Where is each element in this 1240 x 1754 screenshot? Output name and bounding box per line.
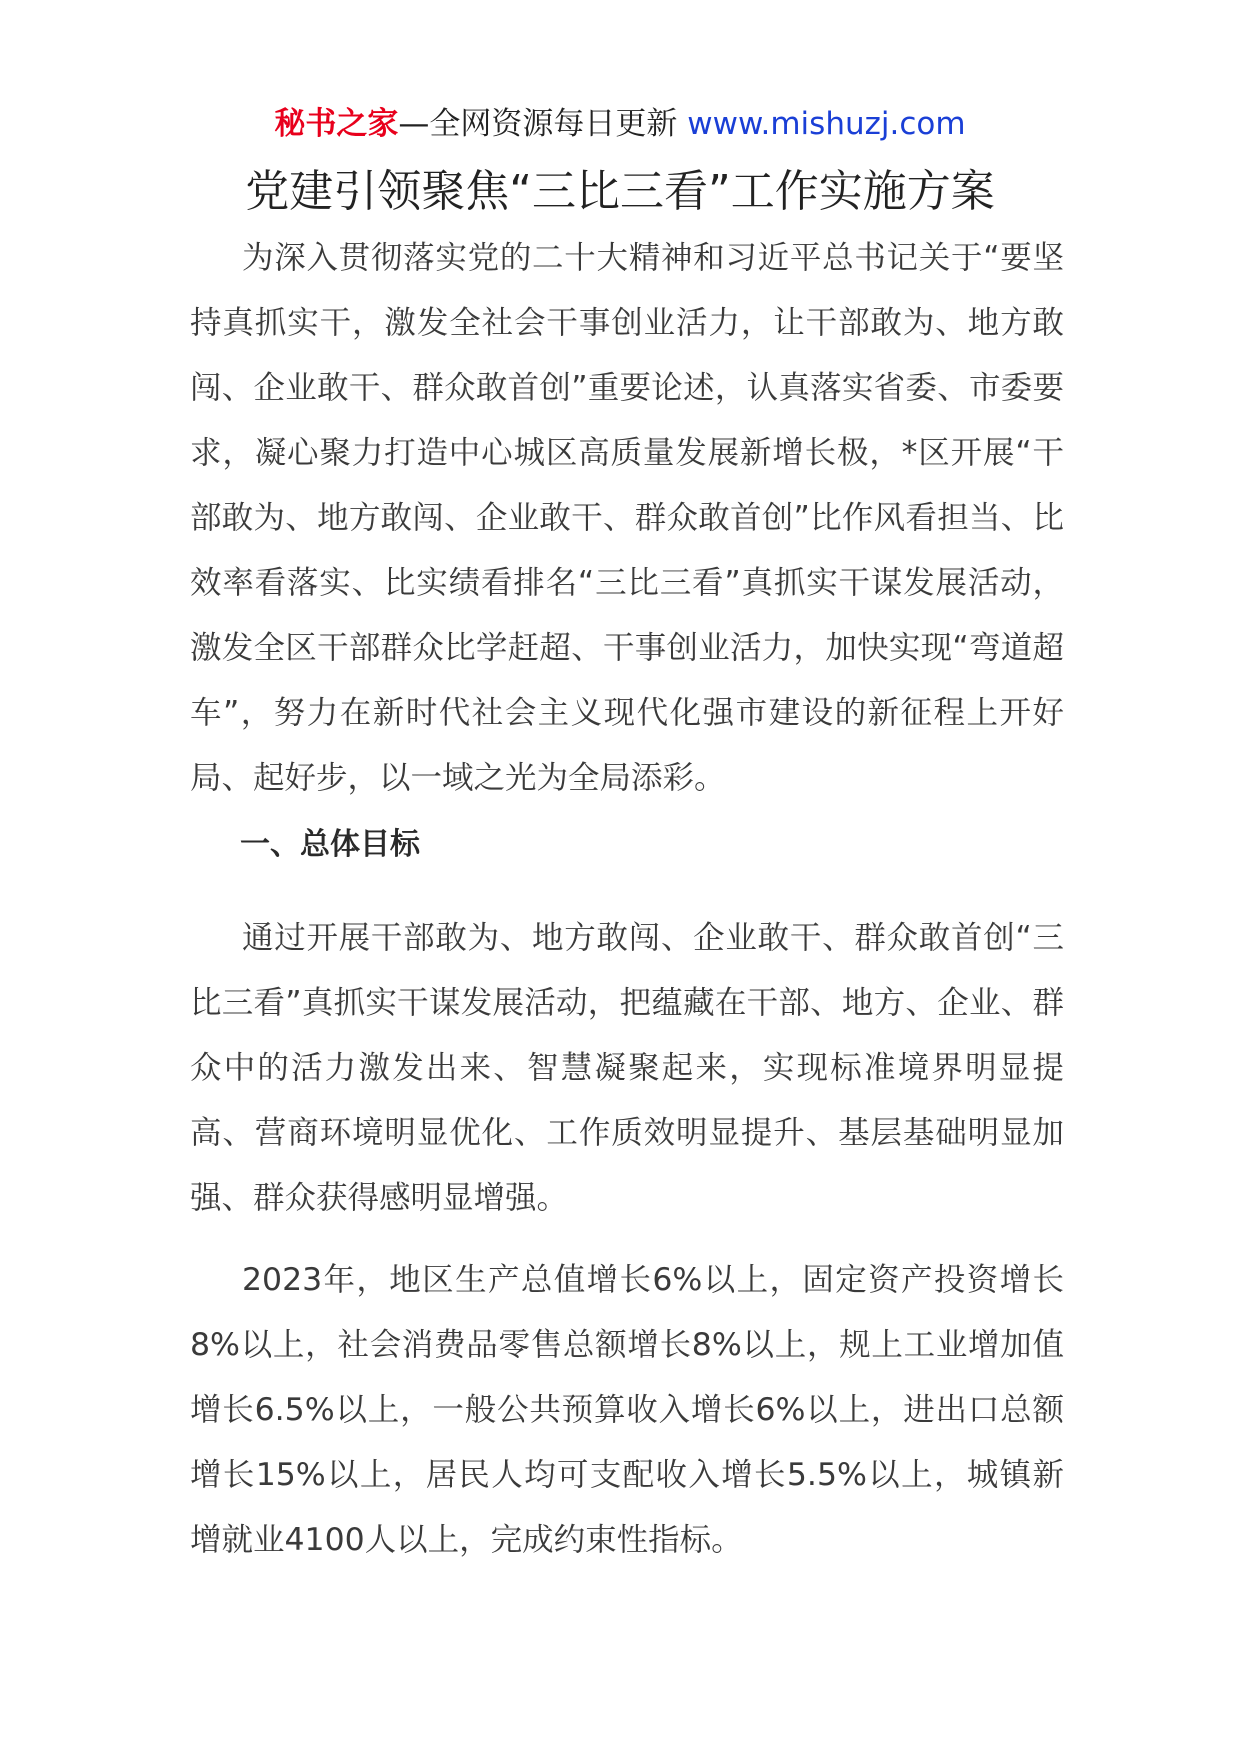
intro-paragraph: 为深入贯彻落实党的二十大精神和习近平总书记关于“要坚持真抓实干，激发全社会干事创业活力，让干部敢为、地方敢闯、企业敢干、群众敢首创”重要论述，认真落实省委、市委要求，凝心聚力打造中心城区高质量发展新增长极，*区开展“干部敢为、地方敢闯、企业敢干、群众敢首创”比作风看担当、比效率看落实、比实绩看排名“三比三看”真抓实干谋发展活动，激发全区干部群众比学赶超、干事创业活力，加快实现“弯道超车”，努力在新时代社会主义现代化强市建设的新征程上开好局、起好步，以一域之光为全局添彩。: [190, 240, 1064, 796]
targets-paragraph: 2023年，地区生产总值增长6%以上，固定资产投资增长8%以上，社会消费品零售总额增长8%以上，规上工业增加值增长6.5%以上，一般公共预算收入增长6%以上，进出口总额增长15%以上，居民人均可支配收入增长5.5%以上，城镇新增就业4100人以上，完成约束性指标。: [190, 1262, 1064, 1558]
site-slogan: —全网资源每日更新: [398, 106, 678, 142]
site-brand: 秘书之家: [274, 106, 399, 142]
goal-paragraph: 通过开展干部敢为、地方敢闯、企业敢干、群众敢首创“三比三看”真抓实干谋发展活动，把蕴藏在干部、地方、企业、群众中的活力激发出来、智慧凝聚起来，实现标准境界明显提高、营商环境明显优化、工作质效明显提升、基层基础明显加强、群众获得感明显增强。: [190, 920, 1064, 1216]
site-url-link[interactable]: www.mishuzj.com: [687, 106, 966, 142]
site-header: [0, 104, 1240, 144]
document-title: 党建引领聚焦“三比三看”工作实施方案: [245, 166, 995, 217]
section-heading-overall-goal: 一、总体目标: [240, 827, 420, 862]
